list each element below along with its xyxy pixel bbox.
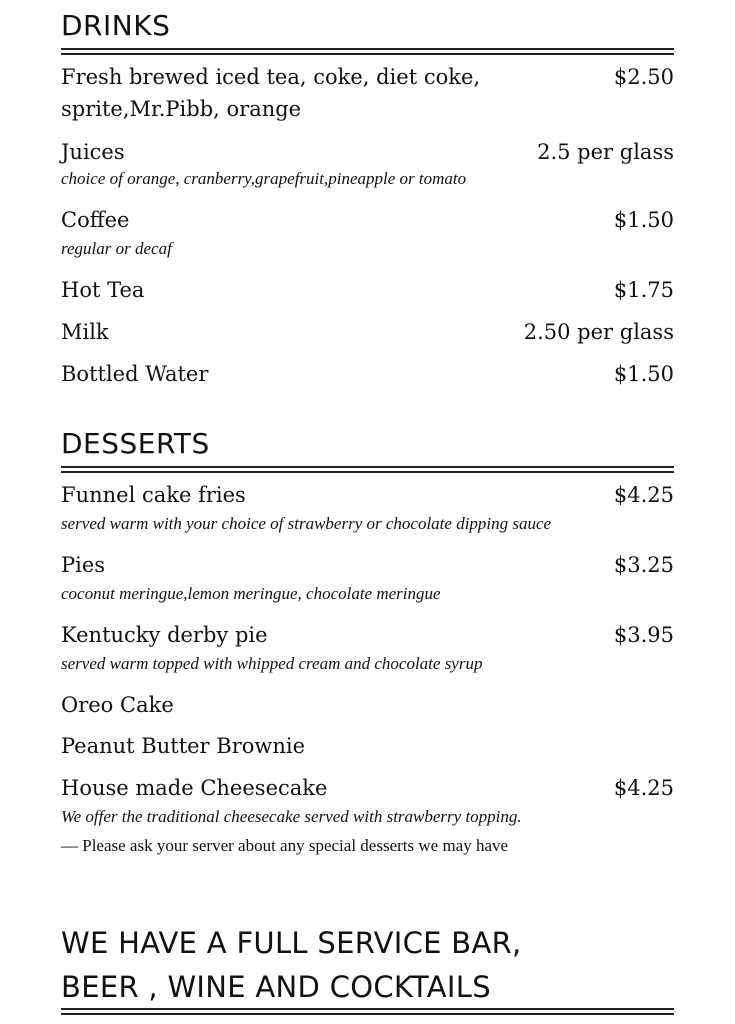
desserts-item-funnel-cake-price: $4.25 [613, 483, 674, 507]
desserts-item-funnel-cake-name: Funnel cake fries [61, 483, 246, 507]
drinks-item-coffee-desc: regular or decaf [61, 239, 172, 258]
drinks-item-hot-tea-name: Hot Tea [61, 278, 145, 302]
drinks-divider [61, 48, 674, 55]
desserts-item-pies-price: $3.25 [613, 553, 674, 577]
desserts-item-cheesecake-name: House made Cheesecake [61, 776, 328, 800]
drinks-item-juices-name: Juices [61, 140, 125, 164]
desserts-item-cheesecake-desc: We offer the traditional cheesecake served with strawberry topping. [61, 807, 522, 826]
drinks-item-milk-price: 2.50 per glass [523, 320, 674, 344]
drinks-item-milk-name: Milk [61, 320, 109, 344]
drinks-item-coffee-price: $1.50 [613, 208, 674, 232]
desserts-divider [61, 466, 674, 473]
drinks-item-bottled-water-price: $1.50 [613, 362, 674, 386]
bar-notice-line2: BEER , WINE AND COCKTAILS [61, 970, 491, 1004]
desserts-special-note: — Please ask your server about any special desserts we may have [61, 836, 509, 855]
desserts-item-oreo-cake-name: Oreo Cake [61, 693, 174, 717]
desserts-heading: DESSERTS [61, 427, 210, 460]
drinks-item-soft-drinks-name-line1: Fresh brewed iced tea, coke, diet coke, [61, 65, 481, 89]
bar-notice-line1: WE HAVE A FULL SERVICE BAR, [61, 926, 522, 960]
drinks-item-juices-desc: choice of orange, cranberry,grapefruit,pineapple or tomato [61, 169, 467, 188]
desserts-item-pies-name: Pies [61, 553, 106, 577]
desserts-item-brownie-name: Peanut Butter Brownie [61, 734, 306, 758]
desserts-item-cheesecake-price: $4.25 [613, 776, 674, 800]
desserts-item-funnel-cake-desc: served warm with your choice of strawberry or chocolate dipping sauce [61, 514, 552, 533]
desserts-item-derby-pie-price: $3.95 [613, 623, 674, 647]
drinks-item-hot-tea-price: $1.75 [613, 278, 674, 302]
desserts-item-pies-desc: coconut meringue,lemon meringue, chocolate meringue [61, 584, 441, 603]
drinks-item-soft-drinks-name-line2: sprite,Mr.Pibb, orange [61, 97, 302, 121]
bar-notice-divider [61, 1008, 674, 1015]
drinks-item-bottled-water-name: Bottled Water [61, 362, 209, 386]
drinks-item-coffee-name: Coffee [61, 208, 130, 232]
desserts-item-derby-pie-name: Kentucky derby pie [61, 623, 268, 647]
desserts-item-derby-pie-desc: served warm topped with whipped cream and chocolate syrup [61, 654, 483, 673]
drinks-item-soft-drinks-price: $2.50 [613, 65, 674, 89]
drinks-item-juices-price: 2.5 per glass [537, 140, 674, 164]
full-service-bar-notice [61, 921, 681, 1009]
drinks-heading: DRINKS [61, 9, 171, 42]
